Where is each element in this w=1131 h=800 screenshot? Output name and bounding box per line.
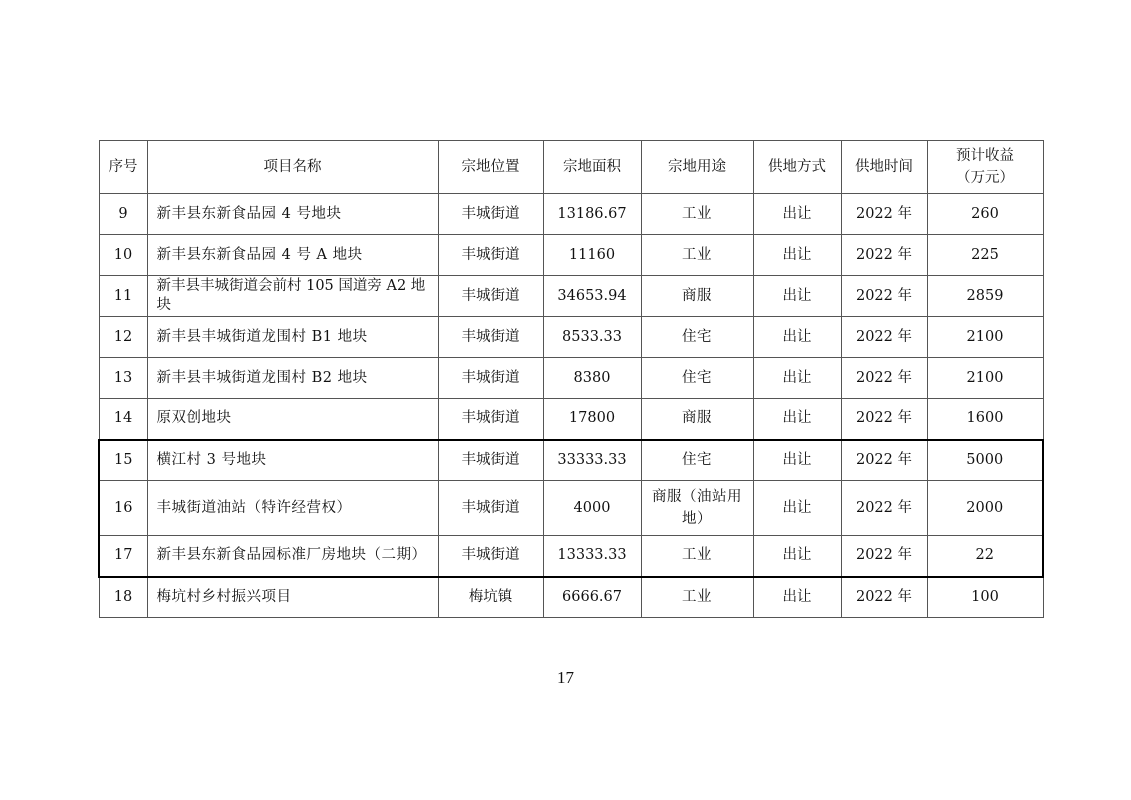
cell-seq: 11 [99,276,147,317]
cell-supply-method: 出让 [753,235,841,276]
cell-supply-time: 2022 年 [841,536,927,577]
cell-area: 8380 [543,358,641,399]
cell-project-name: 原双创地块 [147,399,438,440]
cell-location: 丰城街道 [438,481,543,536]
cell-location: 丰城街道 [438,194,543,235]
header-cell: 宗地面积 [543,141,641,194]
table-row [99,317,1043,358]
header-cell: 供地方式 [753,141,841,194]
cell-supply-method: 出让 [753,577,841,618]
cell-area: 11160 [543,235,641,276]
cell-supply-time: 2022 年 [841,399,927,440]
page-number: 17 [557,668,574,687]
cell-project-name: 新丰县丰城街道会前村 105 国道旁 A2 地块 [147,276,438,317]
cell-supply-time: 2022 年 [841,276,927,317]
cell-seq: 14 [99,399,147,440]
cell-location: 丰城街道 [438,399,543,440]
cell-expected-revenue: 2100 [927,317,1043,358]
table-row [99,194,1043,235]
cell-supply-method: 出让 [753,440,841,481]
cell-seq: 17 [99,536,147,577]
cell-supply-time: 2022 年 [841,481,927,536]
cell-expected-revenue: 2000 [927,481,1043,536]
cell-supply-method: 出让 [753,536,841,577]
cell-area: 6666.67 [543,577,641,618]
cell-expected-revenue: 260 [927,194,1043,235]
cell-area: 33333.33 [543,440,641,481]
cell-expected-revenue: 22 [927,536,1043,577]
cell-supply-time: 2022 年 [841,235,927,276]
cell-seq: 13 [99,358,147,399]
table-row [99,577,1043,618]
cell-supply-method: 出让 [753,399,841,440]
table-row [99,481,1043,536]
table-header-row [99,141,1043,194]
cell-land-use: 工业 [641,577,753,618]
cell-seq: 12 [99,317,147,358]
cell-supply-time: 2022 年 [841,194,927,235]
cell-location: 丰城街道 [438,235,543,276]
cell-project-name: 新丰县丰城街道龙围村 B1 地块 [147,317,438,358]
cell-project-name: 丰城街道油站（特许经营权） [147,481,438,536]
header-cell: 宗地位置 [438,141,543,194]
cell-supply-method: 出让 [753,358,841,399]
cell-supply-method: 出让 [753,194,841,235]
header-cell: 预计收益 （万元） [927,141,1043,194]
cell-area: 8533.33 [543,317,641,358]
cell-expected-revenue: 2100 [927,358,1043,399]
table-row [99,440,1043,481]
cell-land-use: 工业 [641,235,753,276]
header-cell: 宗地用途 [641,141,753,194]
cell-project-name: 新丰县东新食品园标准厂房地块（二期） [147,536,438,577]
table-row [99,235,1043,276]
cell-land-use: 住宅 [641,317,753,358]
cell-seq: 10 [99,235,147,276]
table-row [99,399,1043,440]
cell-project-name: 横江村 3 号地块 [147,440,438,481]
cell-project-name: 新丰县丰城街道龙围村 B2 地块 [147,358,438,399]
cell-land-use: 工业 [641,194,753,235]
header-cell: 序号 [99,141,147,194]
cell-land-use: 商服（油站用地） [641,481,753,536]
header-cell: 供地时间 [841,141,927,194]
cell-area: 13333.33 [543,536,641,577]
cell-location: 丰城街道 [438,276,543,317]
cell-area: 13186.67 [543,194,641,235]
cell-expected-revenue: 1600 [927,399,1043,440]
cell-location: 丰城街道 [438,317,543,358]
table-row [99,536,1043,577]
cell-expected-revenue: 5000 [927,440,1043,481]
cell-supply-time: 2022 年 [841,317,927,358]
cell-seq: 9 [99,194,147,235]
cell-supply-method: 出让 [753,317,841,358]
cell-location: 丰城街道 [438,440,543,481]
cell-supply-method: 出让 [753,481,841,536]
cell-seq: 15 [99,440,147,481]
cell-area: 34653.94 [543,276,641,317]
cell-land-use: 工业 [641,536,753,577]
cell-location: 丰城街道 [438,536,543,577]
cell-supply-time: 2022 年 [841,577,927,618]
cell-land-use: 住宅 [641,440,753,481]
cell-expected-revenue: 225 [927,235,1043,276]
cell-project-name: 梅坑村乡村振兴项目 [147,577,438,618]
cell-seq: 18 [99,577,147,618]
cell-location: 丰城街道 [438,358,543,399]
cell-supply-method: 出让 [753,276,841,317]
cell-project-name: 新丰县东新食品园 4 号 A 地块 [147,235,438,276]
header-cell: 项目名称 [147,141,438,194]
cell-location: 梅坑镇 [438,577,543,618]
cell-expected-revenue: 100 [927,577,1043,618]
cell-supply-time: 2022 年 [841,440,927,481]
cell-land-use: 商服 [641,276,753,317]
table-row [99,358,1043,399]
cell-land-use: 住宅 [641,358,753,399]
cell-land-use: 商服 [641,399,753,440]
cell-area: 17800 [543,399,641,440]
cell-area: 4000 [543,481,641,536]
cell-expected-revenue: 2859 [927,276,1043,317]
cell-supply-time: 2022 年 [841,358,927,399]
table-row [99,276,1043,317]
land-supply-table [98,140,1044,618]
cell-project-name: 新丰县东新食品园 4 号地块 [147,194,438,235]
cell-seq: 16 [99,481,147,536]
